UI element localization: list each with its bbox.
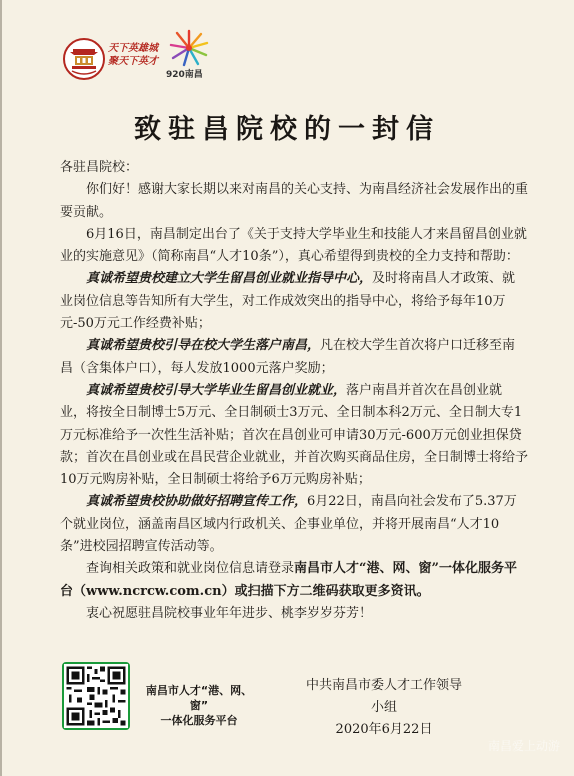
slogan-line-2: 聚天下英才 [108,56,158,67]
slogan-line-1: 天下英雄城 [108,43,158,54]
paragraph-policy-intro: 6月16日，南昌制定出台了《关于支持大学毕业生和技能人才来昌留昌创业就业的实施意见》（简称南昌“人才10条”），真心希望得到贵校的全力支持和帮助： [60,226,527,265]
letter-body [60,157,528,625]
letter-signature [300,675,468,741]
paragraph-closing-wish: 衷心祝愿驻昌院校事业年年进步、桃李岁岁芬芳！ [86,605,373,621]
city-slogan [108,42,158,68]
qr-code-caption [140,683,258,728]
qr-caption-line-2: 一体化服务平台 [160,714,238,727]
watermark-text: 南昌爱上动游 [487,739,560,753]
paragraph-guidance-center-text: 及时将南昌人才政策、就业岗位信息等告知所有大学生，对工作成效突出的指导中心，将给予每年10万元-50万元工作经费补贴； [60,271,516,332]
paragraph-employment-subsidy-emphasis: 真诚希望贵校引导大学毕业生留昌创业就业， [86,382,347,398]
nanchang-emblem-icon [62,37,106,81]
paragraph-guidance-center [60,268,528,335]
paragraph-household-registration-emphasis: 真诚希望贵校引导在校大学生落户南昌， [86,338,321,354]
paragraph-employment-subsidy [60,380,528,491]
paragraph-platform-info-lead: 查询相关政策和就业岗位信息请登录 [86,561,295,577]
signature-organization: 中共南昌市委人才工作领导小组 [305,678,462,715]
paragraph-platform-info-link: 南昌市人才“港、网、窗”一体化服务平台（www.ncrcw.com.cn）或扫描下方二维码获取更多资讯。 [60,561,517,599]
paragraph-household-registration [60,335,528,380]
letter-title: 致驻昌院校的一封信 [134,114,440,145]
paragraph-recruitment-emphasis: 真诚希望贵校协助做好招聘宣传工作， [86,494,308,510]
paragraph-household-registration-text: 凡在校大学生首次将户口迁移至南昌（含集体户口），每人发放1000元落户奖励； [60,338,516,376]
paragraph-recruitment-text: 6月22日，南昌向社会发布了5.37万个就业岗位，涵盖南昌区域内行政机关、企事业单位，并将开展南昌“人才10条”进校园招聘宣传活动等。 [60,494,517,555]
paragraph-employment-subsidy-text: 落户南昌并首次在昌创业就业，将按全日制博士5万元、全日制硕士3万元、全日制本科2万元、全日制大专1万元标准给予一次性生活补贴；首次在昌创业可申请30万元-600万元创业担保贷款；首次在昌创业或在昌民营企业就业，并首次购买商品住房，全日制博士将给予10万元购房补贴，全日制硕士将给予6万元购房补贴； [60,382,529,488]
920-nanchang-logo-text: 920南昌 [166,70,203,80]
salutation: 各驻昌院校： [60,160,139,175]
platform-qr-code [62,662,130,730]
paragraph-platform-info [60,558,528,603]
paragraph-guidance-center-emphasis: 真诚希望贵校建立大学生留昌创业就业指导中心， [86,271,373,287]
paragraph-recruitment [60,491,528,558]
paragraph-greeting: 你们好！感谢大家长期以来对南昌的关心支持、为南昌经济社会发展作出的重要贡献。 [60,182,529,220]
signature-date: 2020年6月22日 [335,722,433,737]
920-nanchang-logo-icon [168,28,210,68]
qr-caption-line-1: 南昌市人才“港、网、窗” [145,684,253,712]
